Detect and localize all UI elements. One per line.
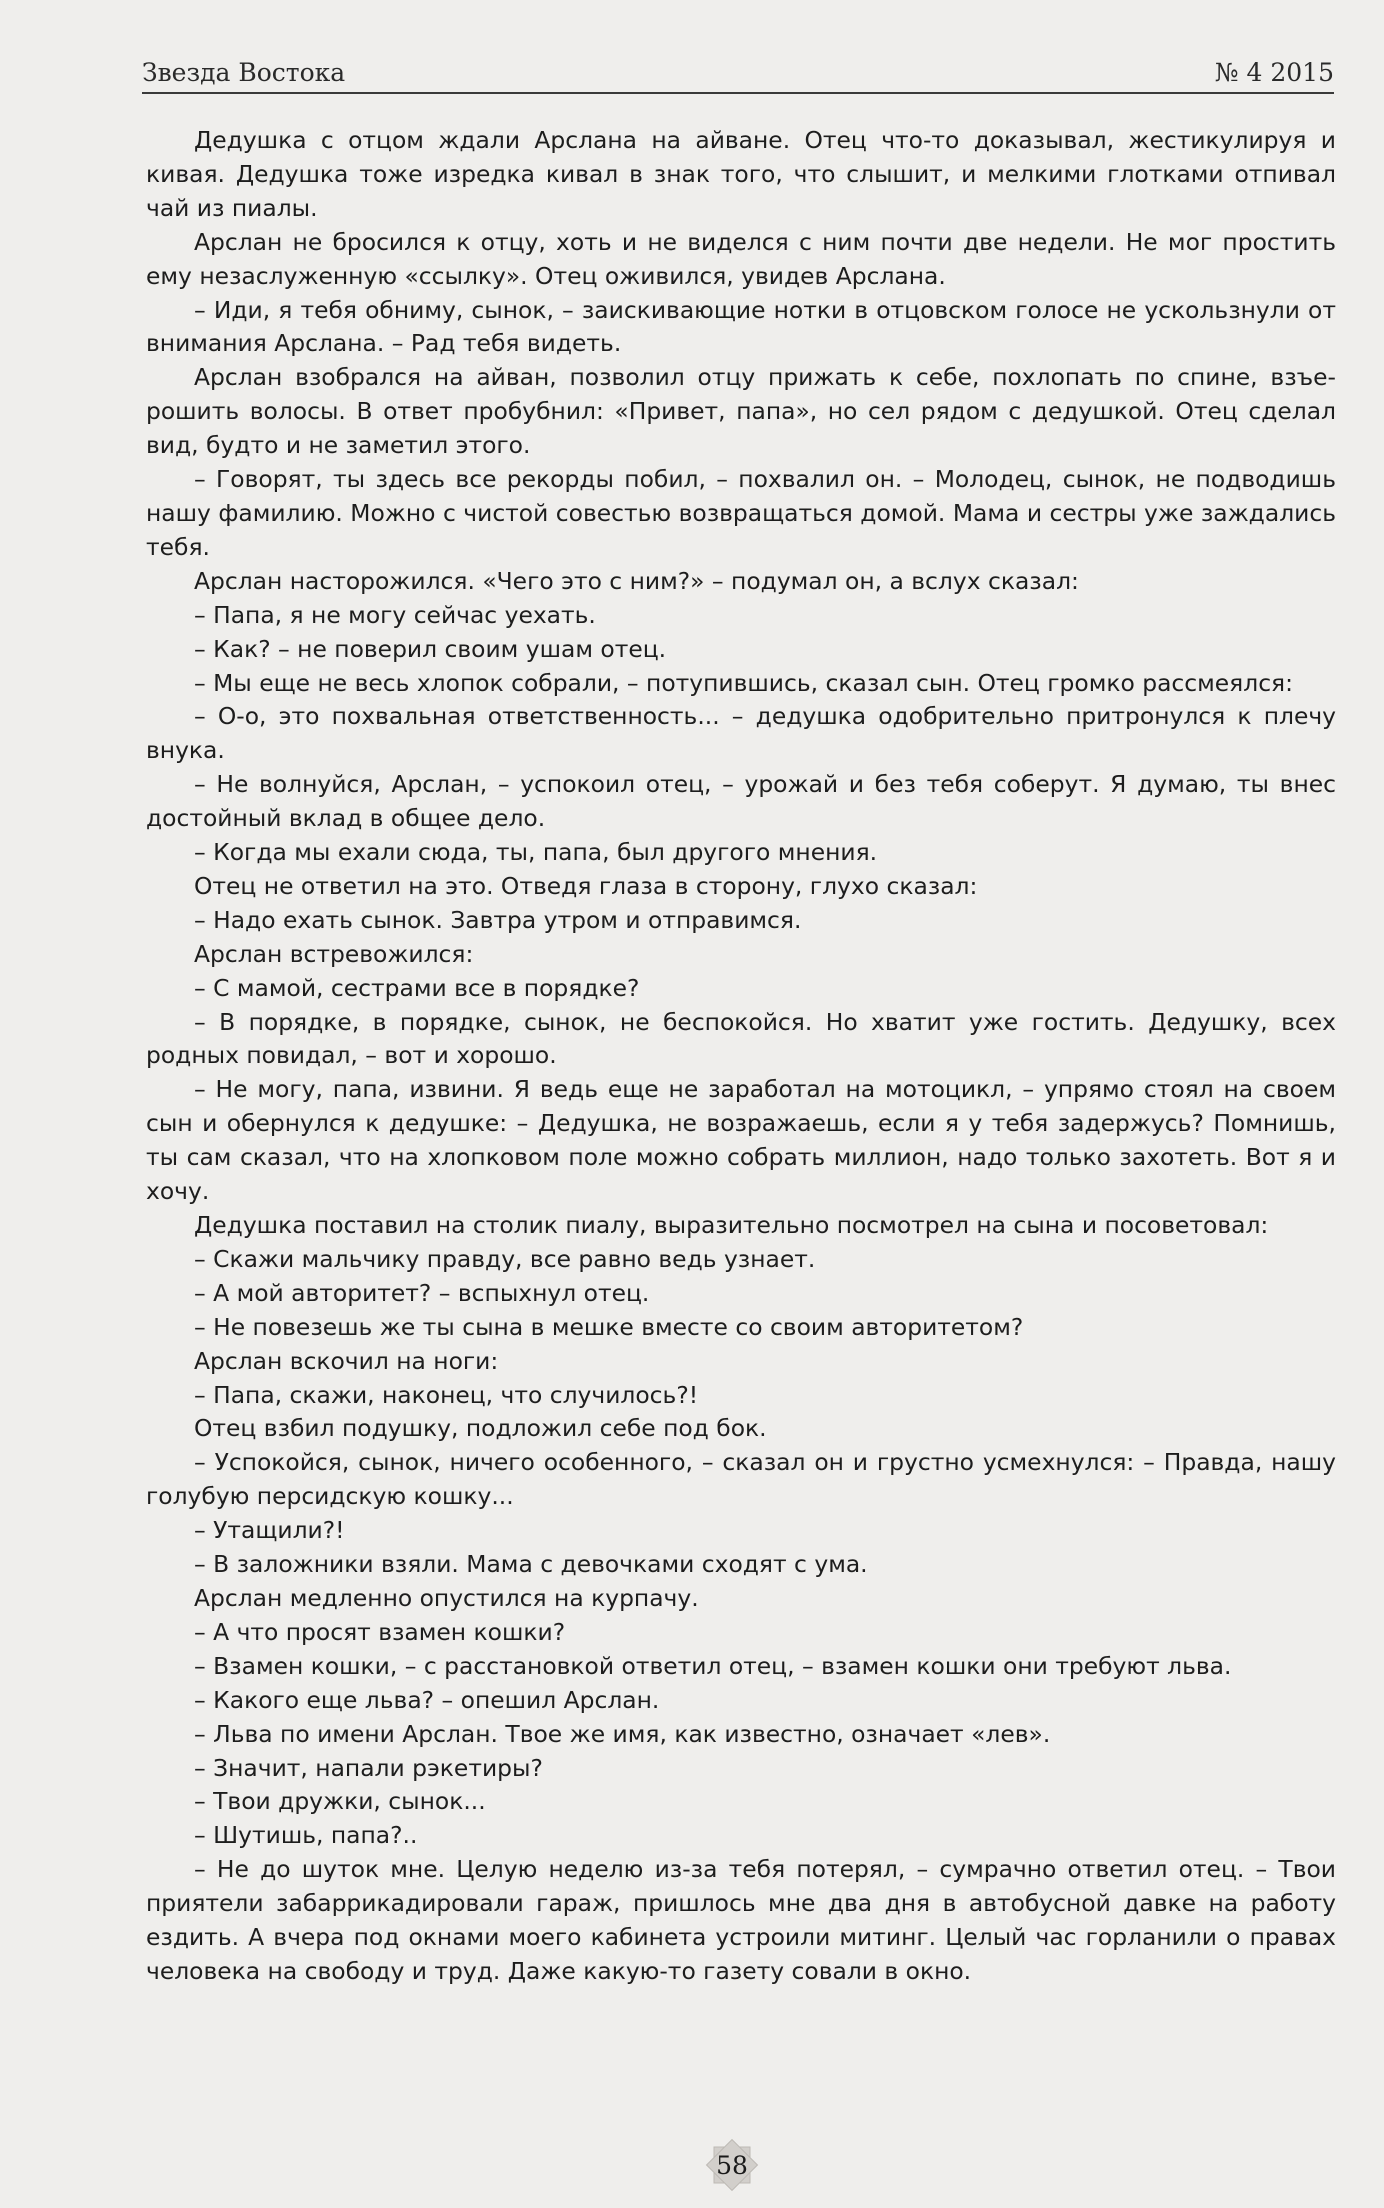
- page-number: 58: [716, 2151, 748, 2180]
- paragraph: – Папа, скажи, наконец, что случилось?!: [194, 1380, 699, 1409]
- paragraph: – Папа, я не могу сейчас уехать.: [194, 600, 596, 629]
- paragraph: Арслан медленно опустился на курпачу.: [194, 1583, 699, 1612]
- paragraph: – Твои дружки, сынок...: [194, 1787, 486, 1816]
- paragraph: Арслан насторожился. «Чего это с ним?» – подумал он, а вслух сказал:: [194, 566, 1079, 595]
- paragraph: – Льва по имени Арслан. Твое же имя, как известно, означает «лев».: [194, 1719, 1051, 1748]
- paragraph: Отец не ответил на это. Отведя глаза в сторону, глухо сказал:: [194, 871, 978, 900]
- paragraph: – Говорят, ты здесь все рекорды побил, – похвалил он. – Молодец, сынок, не подводишь нашу фамилию. Можно с чистой совестью возвращаться домой. Мама и сестры уже заждались тебя.: [146, 465, 1336, 561]
- paragraph: Арслан не бросился к отцу, хоть и не виделся с ним почти две недели. Не мог простить ему незаслуженную «ссылку». Отец оживился, увидев Арслана.: [146, 227, 1336, 290]
- issue-number: № 4 2015: [1214, 58, 1334, 87]
- paragraph: Отец взбил подушку, подложил себе под бок.: [194, 1414, 767, 1443]
- article-body: [146, 124, 1336, 1989]
- paragraph: – О-о, это похвальная ответственность... – дедушка одобрительно притронулся к плечу внука.: [146, 702, 1336, 765]
- paragraph: Дедушка поставил на столик пиалу, выразительно посмотрел на сына и посоветовал:: [194, 1211, 1269, 1239]
- paragraph: – Не могу, папа, извини. Я ведь еще не заработал на мотоцикл, – упрямо стоял на своем сын и обернулся к дедушке: – Дедушка, не возражаешь, если я у тебя задержусь? Помнишь, ты сам сказал, что на хлопковом поле можно собрать миллион, надо только захотеть. Вот я и хочу.: [146, 1075, 1336, 1206]
- paragraph: – Иди, я тебя обниму, сынок, – заискивающие нотки в отцовском голосе не ускользнули от внимания Арслана. – Рад тебя видеть.: [146, 295, 1336, 358]
- paragraph: – В порядке, в порядке, сынок, не беспокойся. Но хватит уже гостить. Дедушку, всех родных повидал, – вот и хорошо.: [146, 1007, 1336, 1070]
- paragraph: – Надо ехать сынок. Завтра утром и отправимся.: [194, 905, 802, 934]
- paragraph: – Взамен кошки, – с расстановкой ответил отец, – взамен кошки они требуют льва.: [194, 1651, 1232, 1680]
- paragraph: – Значит, напали рэкетиры?: [194, 1753, 543, 1782]
- paragraph: – Как? – не поверил своим ушам отец.: [194, 634, 667, 663]
- paragraph: Арслан встревожился:: [194, 939, 474, 968]
- paragraph: Арслан взобрался на айван, позволил отцу прижать к себе, похлопать по спине, взъерошить волосы. В ответ пробубнил: «Привет, папа», но сел рядом с дедушкой. Отец сделал вид, будто и не заметил этого.: [146, 363, 1336, 460]
- paragraph: – Скажи мальчику правду, все равно ведь узнает.: [194, 1244, 816, 1273]
- paragraph: – Шутишь, папа?..: [194, 1821, 418, 1850]
- paragraph: – Какого еще льва? – опешил Арслан.: [194, 1685, 660, 1714]
- paragraph: – Не повезешь же ты сына в мешке вместе со своим авторитетом?: [194, 1312, 1024, 1341]
- header-rule: [142, 92, 1334, 94]
- paragraph: Дедушка с отцом ждали Арслана на айване. Отец что-то доказывал, жестикулируя и кивая. Дедушка тоже изредка кивал в знак того, что слышит, и мелкими глотками отпивал чай из пиалы.: [146, 126, 1336, 222]
- paragraph: – Не до шуток мне. Целую неделю из-за тебя потерял, – сумрачно ответил отец. – Твои приятели забаррикадировали гараж, пришлось мне два дня в автобусной давке на работу ездить. А вчера под окнами моего кабинета устроили митинг. Целый час горланили о правах человека на свободу и труд. Даже какую-то газету совали в окно.: [146, 1855, 1336, 1985]
- paragraph: – Не волнуйся, Арслан, – успокоил отец, – урожай и без тебя соберут. Я думаю, ты внес достойный вклад в общее дело.: [146, 770, 1336, 833]
- paragraph: Арслан вскочил на ноги:: [194, 1346, 499, 1375]
- paragraph: – А мой авторитет? – вспыхнул отец.: [194, 1278, 650, 1307]
- paragraph: – А что просят взамен кошки?: [194, 1617, 566, 1646]
- paragraph: – Утащили?!: [194, 1516, 345, 1545]
- paragraph: – Мы еще не весь хлопок собрали, – потупившись, сказал сын. Отец громко рассмеялся:: [194, 668, 1294, 697]
- running-header: [142, 52, 1334, 90]
- paragraph: – Успокойся, сынок, ничего особенного, – сказал он и грустно усмехнулся: – Правда, нашу голубую персидскую кошку...: [146, 1448, 1336, 1511]
- journal-title: Звезда Востока: [142, 58, 346, 87]
- paragraph: – С мамой, сестрами все в порядке?: [194, 973, 640, 1002]
- paragraph: – Когда мы ехали сюда, ты, папа, был другого мнения.: [194, 838, 878, 867]
- paragraph: – В заложники взяли. Мама с девочками сходят с ума.: [194, 1550, 868, 1579]
